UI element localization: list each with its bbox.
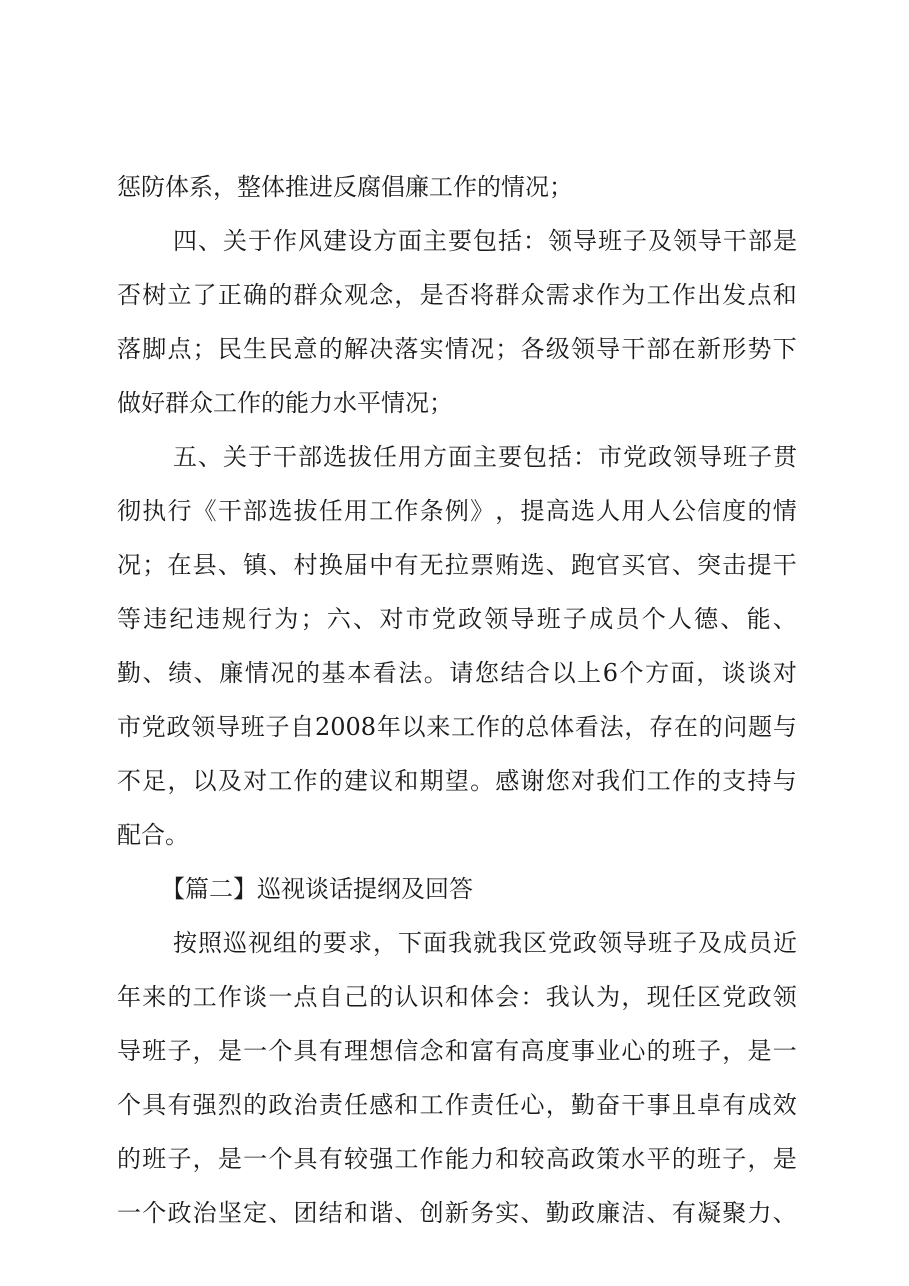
section-heading: 【篇二】巡视谈话提纲及回答 xyxy=(161,875,473,903)
paragraph-line: 否 树 立 了 正 确 的 群 众 观 念 ， 是 否 将 群 众 需 求 作 为 工 作 出 发 点 和 xyxy=(117,281,797,309)
paragraph-line: 四 、 关 于 作 风 建 设 方 面 主 要 包 括 ： 领 导 班 子 及 领 导 干 部 是 xyxy=(173,227,797,255)
paragraph-line: 市 党 政 领 导 班 子 自 2008 年 以 来 工 作 的 总 体 看 法 ， 存 在 的 问 题 与 xyxy=(117,713,797,741)
paragraph-line: 做好群众工作的能力水平情况； xyxy=(117,389,453,417)
paragraph-line: 一 个 政 治 坚 定 、 团 结 和 谐 、 创 新 务 实 、 勤 政 廉 洁 、 有 凝 聚 力 、 xyxy=(117,1199,797,1227)
paragraph-line: 按 照 巡 视 组 的 要 求 ， 下 面 我 就 我 区 党 政 领 导 班 子 及 成 员 近 xyxy=(173,929,797,957)
paragraph-line: 五 、 关 于 干 部 选 拔 任 用 方 面 主 要 包 括 ： 市 党 政 领 导 班 子 贯 xyxy=(173,443,797,471)
paragraph-line: 勤 、 绩 、 廉 情 况 的 基 本 看 法 。 请 您 结 合 以 上 6 个 方 面 ， 谈 谈 对 xyxy=(117,659,797,687)
paragraph-line: 等 违 纪 违 规 行 为 ； 六 、 对 市 党 政 领 导 班 子 成 员 个 人 德 、 能 、 xyxy=(117,605,797,633)
paragraph-line: 落 脚 点 ； 民 生 民 意 的 解 决 落 实 情 况 ； 各 级 领 导 干 部 在 新 形 势 下 xyxy=(117,335,797,363)
paragraph-line: 导 班 子 ， 是 一 个 具 有 理 想 信 念 和 富 有 高 度 事 业 心 的 班 子 ， 是 一 xyxy=(117,1037,797,1065)
paragraph-line: 惩防体系，整体推进反腐倡廉工作的情况； xyxy=(117,173,573,201)
document-body xyxy=(117,160,797,1240)
paragraph-line: 彻 执 行 《 干 部 选 拔 任 用 工 作 条 例 》 ， 提 高 选 人 用 人 公 信 度 的 情 xyxy=(117,497,797,525)
paragraph-line: 个 具 有 强 烈 的 政 治 责 任 感 和 工 作 责 任 心 ， 勤 奋 干 事 且 卓 有 成 效 xyxy=(117,1091,797,1119)
paragraph-line: 不 足 ， 以 及 对 工 作 的 建 议 和 期 望 。 感 谢 您 对 我 们 工 作 的 支 持 与 xyxy=(117,767,797,795)
paragraph-line: 年 来 的 工 作 谈 一 点 自 己 的 认 识 和 体 会 ： 我 认 为 ， 现 任 区 党 政 领 xyxy=(117,983,797,1011)
paragraph-line: 配合。 xyxy=(117,821,189,849)
paragraph-line: 的 班 子 ， 是 一 个 具 有 较 强 工 作 能 力 和 较 高 政 策 水 平 的 班 子 ， 是 xyxy=(117,1145,797,1173)
paragraph-line: 况 ； 在 县 、 镇 、 村 换 届 中 有 无 拉 票 贿 选 、 跑 官 买 官 、 突 击 提 干 xyxy=(117,551,797,579)
